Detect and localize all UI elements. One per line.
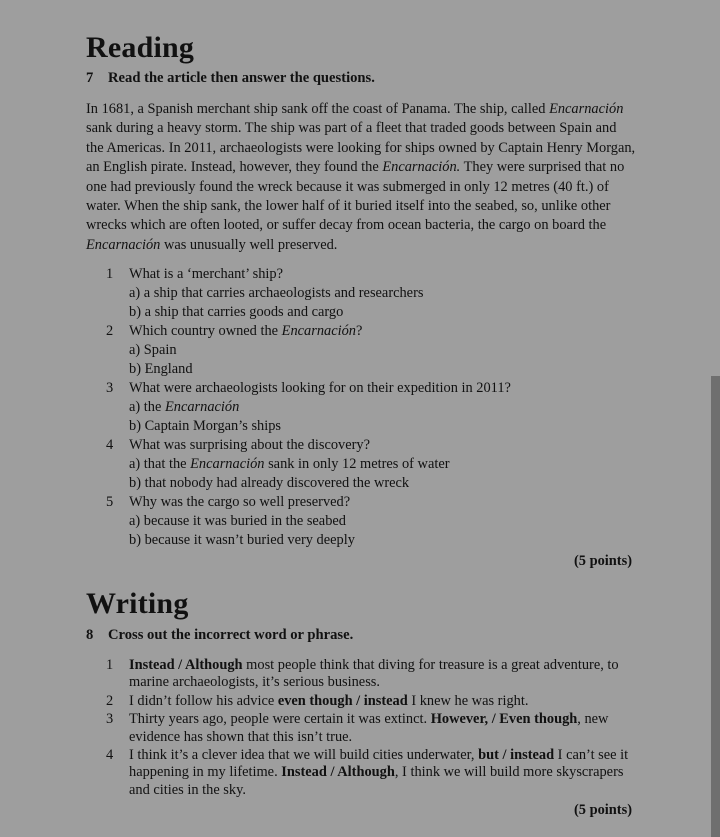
ship-name: Encarnación. [382,159,461,176]
writing-instruction-number: 8 [86,627,94,643]
option-b[interactable]: b) England [129,361,193,377]
ship-name: Encarnación [549,101,624,117]
option-a[interactable]: a) that the Encarnación sank in only 12 metres of water [129,456,450,472]
reading-instruction-number: 7 [86,70,94,86]
option-a[interactable]: a) Spain [129,342,177,358]
question-text: Which country owned the Encarnación? [129,323,363,339]
option-b[interactable]: b) a ship that carries goods and cargo [129,304,344,320]
writing-heading: Writing [86,587,189,620]
question-4: 4 What was surprising about the discovery? a) that the Encarnación sank in only 12 metres of water b) that nobody had already discovered the wreck [106,436,511,493]
choice-phrase[interactable]: Instead / Although [281,764,395,781]
choice-phrase[interactable]: even though / instead [277,692,408,709]
ship-name: Encarnación [86,236,161,253]
question-text: Why was the cargo so well preserved? [129,494,351,510]
writing-instruction [86,627,353,644]
article-text: In 1681, a Spanish merchant ship sank off the coast of Panama. The ship, called Encarnación sank during a heavy storm. The ship was part of a fleet that traded goods between Spain and the Americas. In 2011, archaeologists were looking for ships owned by Captain Henry Morgan, an English pirate. Instead, however, they found the Encarnación. They were surprised that no one had previously found the wreck because it was submerged in only 12 metres (40 ft.) of water. When the ship sank, the lower half of it buried itself into the seabed, so, unlike other wrecks which are often looted, or suffer decay from ocean bacteria, the cargo on board the Encarnación was unusually well preserved. [86,101,636,253]
question-1: 1 What is a ‘merchant’ ship? a) a ship that carries archaeologists and researchers b) a ship that carries goods and cargo [106,265,511,322]
question-text: What was surprising about the discovery? [129,437,370,453]
question-text: What were archaeologists looking for on their expedition in 2011? [129,380,511,396]
writing-instruction-text: Cross out the incorrect word or phrase. [108,627,354,643]
option-b[interactable]: b) because it wasn’t buried very deeply [129,532,355,548]
writing-item-2: 2 I didn’t follow his advice even though / instead I knew he was right. [106,692,529,709]
choice-phrase[interactable]: but / instead [478,747,555,764]
reading-points: (5 points) [574,553,632,569]
writing-item-4: 4 I think it’s a clever idea that we will build cities underwater, but / instead I can’t see it happening in my lifetime. Instead / Although, I think we will build more skyscrapers and cities in the sky. [106,747,629,798]
writing-item-3: 3 Thirty years ago, people were certain it was extinct. However, / Even though, new evidence has shown that this isn’t true. [106,711,609,745]
writing-item-1: 1 Instead / Although most people think that diving for treasure is a great adventure, to marine archaeologists, it’s serious business. [106,657,619,691]
question-list [106,265,511,550]
reading-instruction-text: Read the article then answer the questions. [108,70,375,86]
choice-phrase[interactable]: Instead / Although [129,657,243,673]
reading-instruction [86,70,375,87]
writing-items [106,657,636,800]
question-5: 5 Why was the cargo so well preserved? a) because it was buried in the seabed b) because it wasn’t buried very deeply [106,493,511,550]
question-3: 3 What were archaeologists looking for on their expedition in 2011? a) the Encarnación b) Captain Morgan’s ships [106,380,511,434]
option-a[interactable]: a) the Encarnación [129,399,240,415]
option-a[interactable]: a) a ship that carries archaeologists and researchers [129,285,424,301]
option-a[interactable]: a) because it was buried in the seabed [129,513,346,529]
writing-points: (5 points) [574,802,632,818]
scrollbar-thumb[interactable] [711,376,720,837]
option-b[interactable]: b) that nobody had already discovered the wreck [129,475,410,491]
question-text: What is a ‘merchant’ ship? [129,266,283,282]
option-b[interactable]: b) Captain Morgan’s ships [129,418,282,434]
reading-heading: Reading [86,31,195,64]
choice-phrase[interactable]: However, / Even though [430,711,578,728]
question-2: 2 Which country owned the Encarnación? a) Spain b) England [106,322,511,379]
